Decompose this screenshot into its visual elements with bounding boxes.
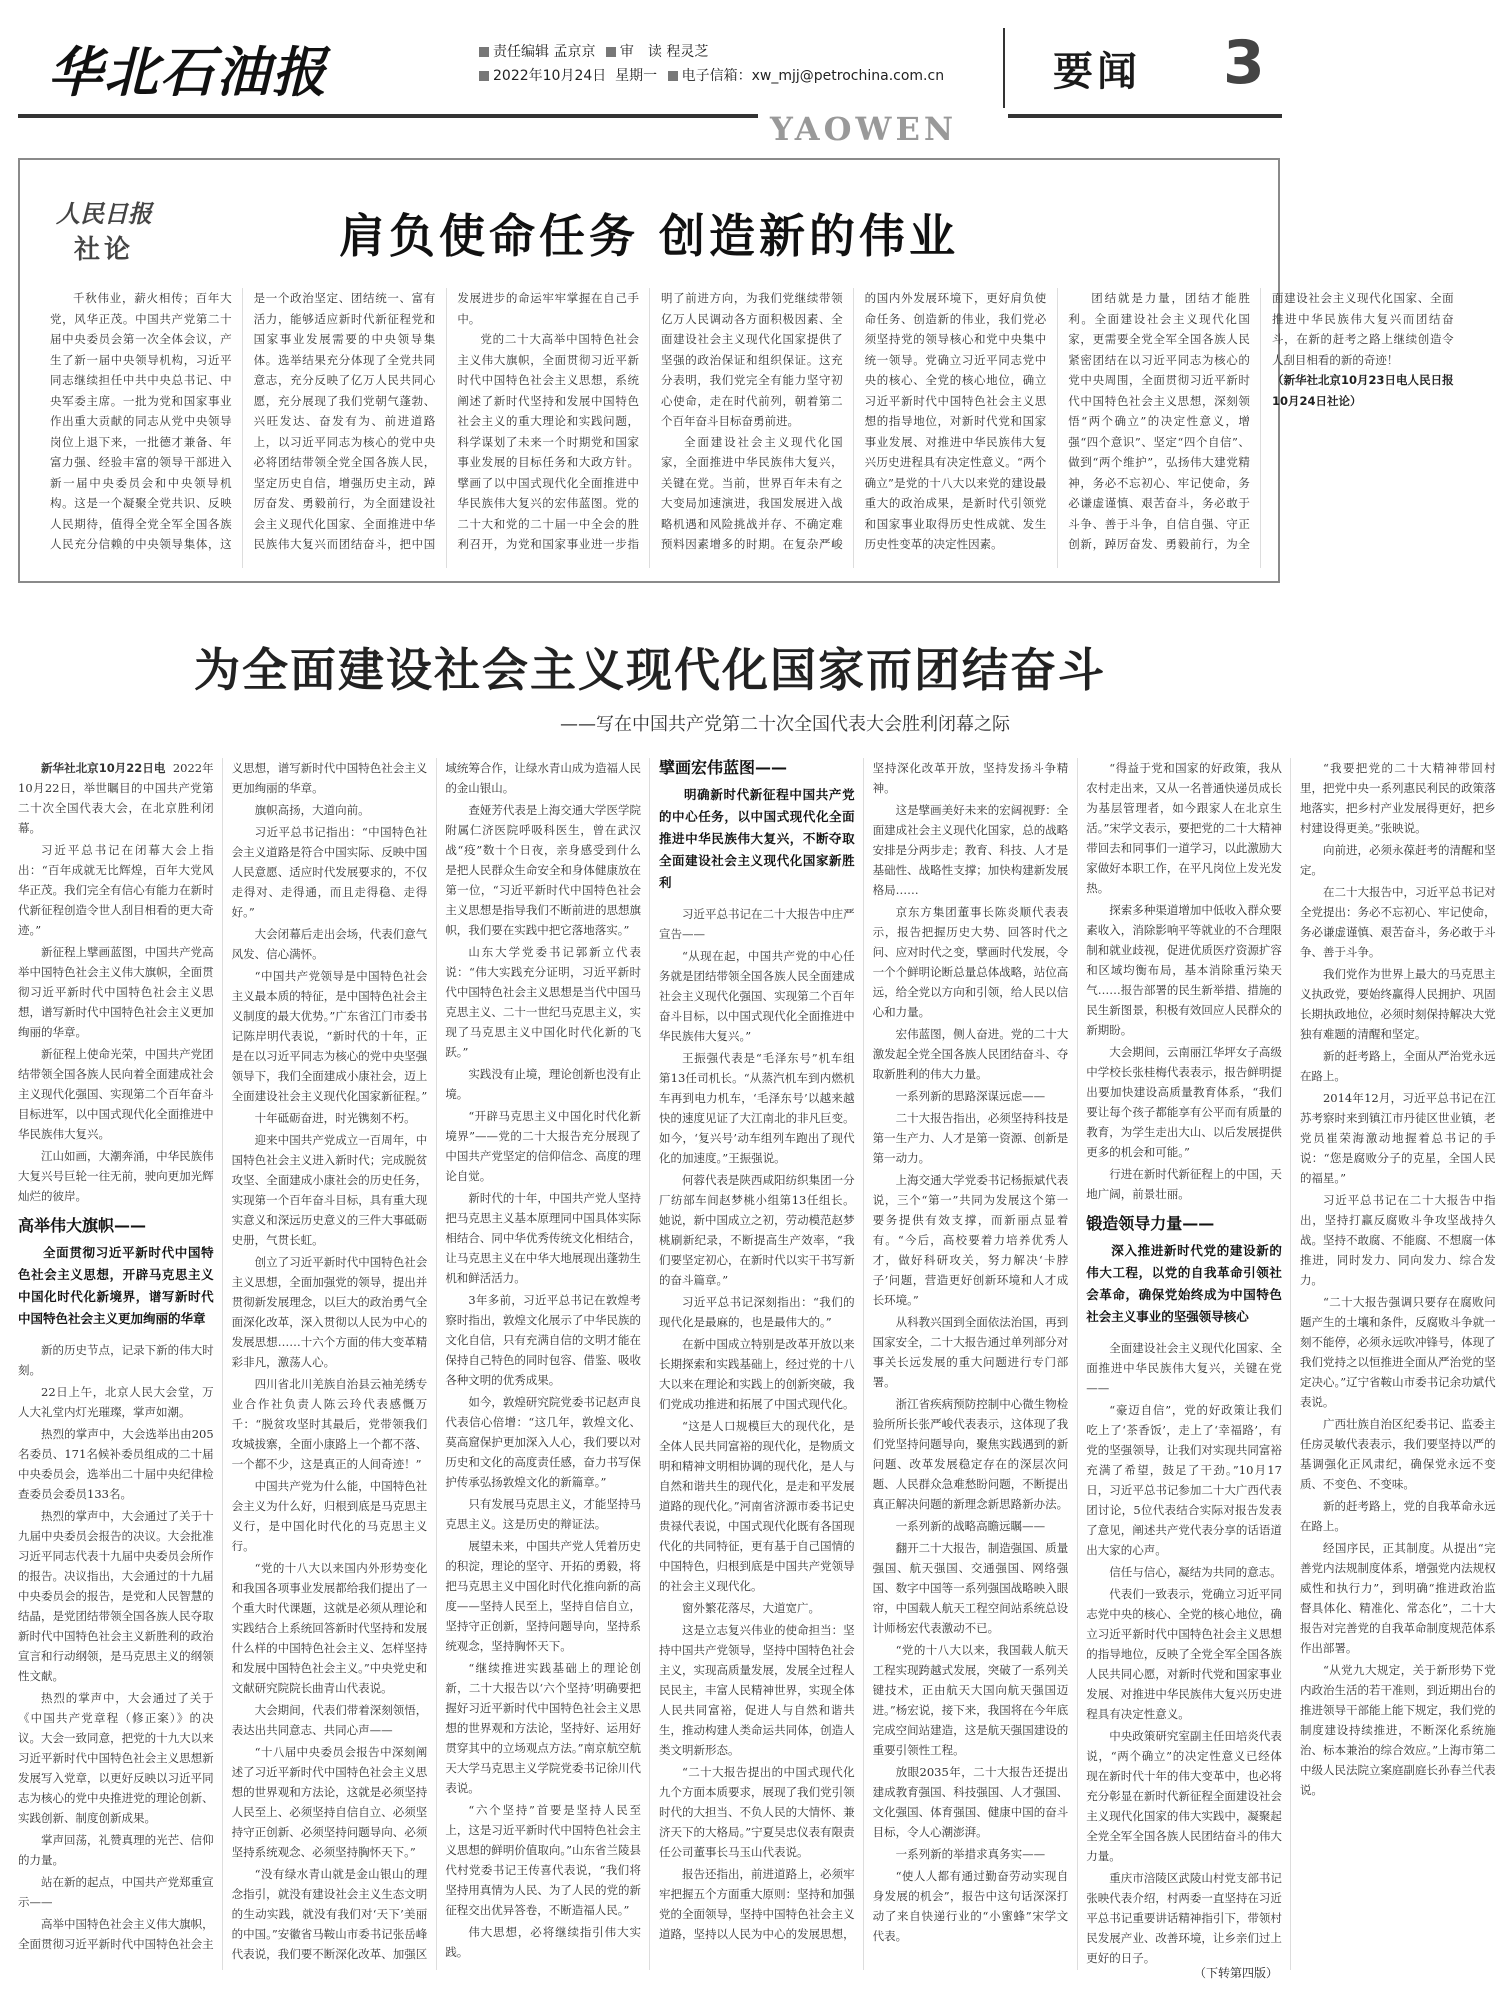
article-paragraph: 一系列新的思路深谋远虑—— — [895, 1089, 1046, 1103]
article-paragraph: 2014年12月，习近平总书记在江苏考察时来到镇江市丹徒区世业镇，老党员崔荣海激动地握着总书记的手说：“您是腐败分子的克星，全国人民的福星。” — [1299, 1091, 1496, 1185]
article-paragraph: 站在新的起点，中国共产党郑重宣示—— — [18, 1875, 214, 1909]
article-lead — [18, 758, 214, 838]
article-paragraph: “得益于党和国家的好政策，我从农村走出来，又从一名普通快递员成长为基层管理者，如今跟家人在北京生活。”宋学文表示，要把党的二十大精神带回去和同事们一道学习，以此激励大家做好本职工作，在平凡岗位上发光发热。 — [1086, 761, 1282, 895]
article-paragraph: 3年多前，习近平总书记在敦煌考察时指出，敦煌文化展示了中华民族的文化自信，只有充满自信的文明才能在保持自己特色的同时包容、借鉴、吸收各种文明的优秀成果。 — [445, 1293, 641, 1387]
article-paragraph: 我们党作为世界上最大的马克思主义执政党，要始终赢得人民拥护、巩固长期执政地位，必须时刻保持解决大党独有难题的清醒和坚定。 — [1299, 967, 1496, 1041]
article-paragraph: 大会期间，云南丽江华坪女子高级中学校长张桂梅代表表示，报告鲜明提出要加快建设高质量教育体系，“我们要让每个孩子都能享有公平而有质量的教育，为学生走出大山、以后发展提供更多的机会和可能。” — [1086, 1045, 1282, 1159]
article-paragraph: 上海交通大学党委书记杨振斌代表说，三个“第一”共同为发展这个第一要务提供有效支撑，而新丽点显着有。“今后，高校要着力培养优秀人才，做好科研攻关，努力解决‘卡脖子’问题，营造更好创新环境和人才成长环境。” — [872, 1173, 1069, 1307]
article-paragraph: 习近平总书记在二十大报告中庄严宣告—— — [658, 907, 855, 941]
email-label: 电子信箱： — [681, 68, 752, 84]
editorial-title: 肩负使命任务 创造新的伟业 — [338, 209, 959, 263]
article-paragraph: 二十大报告指出，必须坚持科技是第一生产力、人才是第一资源、创新是第一动力。 — [872, 1111, 1069, 1165]
section-summary: 深入推进新时代党的建设新的伟大工程，以党的自我革命引领社会革命，确保党始终成为中国特色社会主义事业的坚强领导核心 — [1086, 1243, 1282, 1324]
article-paragraph: 十年砥砺奋进，时光镌刻不朽。 — [254, 1111, 416, 1125]
article-paragraph: 山东大学党委书记郭新立代表说：“伟大实践充分证明，习近平新时代中国特色社会主义思想是当代中国马克思主义、二十一世纪马克思主义，实现了马克思主义中国化时代化新的飞跃。” — [445, 945, 641, 1059]
article-paragraph: 习近平总书记在闭幕大会上指出：“百年成就无比辉煌，百年大党风华正茂。我们完全有信心有能力在新时代新征程创造令世人刮目相看的更大奇迹。” — [18, 843, 214, 937]
article-paragraph: 习近平总书记深刻指出：“我们的现代化是最麻的，也是最伟大的。” — [658, 1295, 855, 1329]
article-paragraph: 实践没有止境，理论创新也没有止境。 — [445, 1067, 641, 1101]
article-paragraph: 如今，敦煌研究院党委书记赵声良代表信心倍增：“这几年，敦煌文化、莫高窟保护更加深入人心，我们要以对历史和文化的高度责任感，奋力书写保护传承弘扬敦煌文化的新篇章。” — [445, 1395, 641, 1489]
article-paragraph: 四川省北川羌族自治县云袖羌绣专业合作社负责人陈云玲代表感慨万千：“脱贫攻坚时其最后，党带领我们攻城拔寨，全面小康路上一个都不落、一个都不少，这是真正的人间奇迹！” — [231, 1377, 428, 1471]
article-paragraph: “二十大报告提出的中国式现代化九个方面本质要求，展现了我们党引领时代的大担当、不负人民的大情怀、兼济天下的大格局。”宁夏吴忠仪表有限责任公司董事长马玉山代表说。 — [658, 1765, 855, 1859]
masthead-meta — [473, 40, 944, 88]
article-paragraph: 只有发展马克思主义，才能坚持马克思主义。这是历史的辩证法。 — [445, 1497, 641, 1531]
responsible-editor-label: 责任编辑 — [493, 44, 549, 60]
editorial-box — [18, 158, 1454, 583]
page-number: 3 — [1223, 28, 1265, 98]
editorial-source: （新华社北京10月23日电人民日报10月24日社论） — [1271, 373, 1454, 408]
editorial-paragraph: 团结就是力量，团结才能胜利。全面建设社会主义现代化国家，更需要全党全军全国各族人民紧密团结在以习近平同志为核心的党中央周围，全面贯彻习近平新时代中国特色社会主义思想，深刻领悟“两个确立”的决定性意义，增强“四个意识”、坚定“四个自信”、做到“两个维护”，弘扬伟大建党精神，务必不忘初心、牢记使命，务必谦虚谨慎、艰苦奋斗，务必敢于斗争、善于斗争，自信自强、守正创新，踔厉奋发、勇毅前行，为全面建设社会主义现代化国家、全面推进中华民族伟大复兴而团结奋斗，在新的赶考之路上继续创造令人刮目相看的新的奇迹！ — [1068, 291, 1454, 551]
article-paragraph: 这是擘画美好未来的宏阔视野：全面建成社会主义现代化国家，总的战略安排是分两步走；教育、科技、人才是基础性、战略性支撑；加快构建新发展格局…… — [872, 803, 1069, 897]
section-pinyin: YAOWEN — [770, 110, 958, 148]
article-paragraph: 22日上午，北京人民大会堂，万人大礼堂内灯光璀璨，掌声如潮。 — [18, 1385, 214, 1419]
article-paragraph: 迎来中国共产党成立一百周年，中国特色社会主义进入新时代；完成脱贫攻坚、全面建成小康社会的历史任务，实现第一个百年奋斗目标，具有重大现实意义和深远历史意义的三件大事砥砺史册，气贯长虹。 — [231, 1133, 428, 1247]
newspaper-logo: 华北石油报 — [48, 40, 328, 104]
article-paragraph: 中国共产党为什么能，中国特色社会主义为什么好，归根到底是马克思主义行，是中国化时代化的马克思主义行。 — [231, 1479, 428, 1553]
article-paragraph: 窗外繁花落尽，大道宽广。 — [681, 1601, 820, 1615]
masthead — [18, 18, 1282, 148]
editorial-paragraph: 党的二十大高举中国特色社会主义伟大旗帜，全面贯彻习近平新时代中国特色社会主义思想，系统阐述了新时代坚持和发展中国特色社会主义的重大理论和实践问题，科学谋划了未来一个时期党和国家事业发展的目标任务和大政方针。擘画了以中国式现代化全面推进中华民族伟大复兴的宏伟蓝图。党的二十大和党的二十届一中全会的胜利召开，为党和国家事业进一步指明了前进方向，为我们党继续带领亿万人民调动各方面积极因素、全面建设社会主义现代化国家提供了坚强的政治保证和组织保证。这充分表明，我们党完全有能力坚守初心使命，走在时代前列，朝着第二个百年奋斗目标奋勇前进。 — [457, 291, 843, 551]
article-paragraph: 一系列新的战略高瞻远瞩—— — [895, 1519, 1046, 1533]
article-paragraph: 展望未来，中国共产党人凭着历史的积淀，理论的坚守、开拓的勇毅，将把马克思主义中国化时代化推向新的高度——坚持人民至上，坚持自信自立，坚持守正创新，坚持问题导向，坚持系统观念，坚持胸怀天下。 — [445, 1539, 641, 1653]
square-bullet-icon — [479, 71, 489, 81]
article-paragraph: 查娅芳代表是上海交通大学医学院附属仁济医院呼吸科医生，曾在武汉战“疫”数十个日夜，亲身感受到什么是把人民群众生命安全和身体健康放在第一位，“习近平新时代中国特色社会主义思想是指导我们不断前进的思想旗帜，我们要在实践中把它落地落实。” — [445, 803, 641, 937]
article-paragraph: 掌声回荡，礼赞真理的光芒、信仰的力量。 — [18, 1833, 214, 1867]
square-bullet-icon — [606, 47, 616, 57]
article-paragraph: 这是立志复兴伟业的使命担当：坚持中国共产党领导，坚持中国特色社会主义，实现高质量发展，发展全过程人民民主，丰富人民精神世界，实现全体人民共同富裕，促进人与自然和谐共生，推动构建人类命运共同体，创造人类文明新形态。 — [658, 1623, 855, 1757]
article-paragraph: 浙江省疾病预防控制中心微生物检验所所长张严峻代表表示，这体现了我们党坚持问题导向，聚焦实践遇到的新问题、改革发展稳定存在的深层次问题、人民群众急难愁盼问题，不断提出真正解决问题的新理念新思路新办法。 — [872, 1397, 1069, 1511]
article-title: 为全面建设社会主义现代化国家而团结奋斗 — [194, 643, 1106, 697]
masthead-divider — [1003, 28, 1005, 108]
article-paragraph: 江山如画，大潮奔涌，中华民族伟大复兴号巨轮一往无前，驶向更加光辉灿烂的彼岸。 — [18, 1149, 214, 1203]
article-paragraph: 新征程上使命光荣，中国共产党团结带领全国各族人民向着全面建成社会主义现代化强国、实现第二个百年奋斗目标进军，以中国式现代化全面推进中华民族伟大复兴。 — [18, 1047, 214, 1141]
masthead-rule-left — [18, 114, 758, 118]
article-paragraph: “这是人口规模巨大的现代化，是全体人民共同富裕的现代化，是物质文明和精神文明相协调的现代化，是人与自然和谐共生的现代化，是走和平发展道路的现代化。”河南省济源市委书记史贵禄代表说，中国式现代化既有各国现代化的共同特征，更有基于自己国情的中国特色，归根到底是中国共产党领导的社会主义现代化。 — [658, 1419, 855, 1593]
section-title: 要闻 — [1053, 49, 1141, 95]
article-paragraph: 新时代的十年，中国共产党人坚持把马克思主义基本原理同中国具体实际相结合、同中华优秀传统文化相结合，让马克思主义在中华大地展现出蓬勃生机和鲜活活力。 — [445, 1191, 641, 1285]
review-name: 程灵芝 — [666, 44, 709, 60]
article-paragraph: 一系列新的举措求真务实—— — [895, 1847, 1046, 1861]
section-heading: 高举伟大旗帜—— — [18, 1216, 147, 1235]
article-paragraph: 伟大思想，必将继续指引伟大实践。 — [445, 1925, 641, 1959]
article-paragraph: 新的历史节点，记录下新的伟大时刻。 — [18, 1343, 214, 1377]
article-paragraph: 行进在新时代新征程上的中国，天地广阔，前景壮丽。 — [1086, 1167, 1282, 1201]
article-paragraph: 京东方集团董事长陈炎顺代表表示，报告把握历史大势、回答时代之问、应对时代之变，擘画时代发展，令一个个鲜明论断总量总体战略，站位高远，给全党以方向和引领，给人民以信心和力量。 — [872, 905, 1069, 1019]
article-paragraph: 大会闭幕后走出会场，代表们意气风发、信心满怀。 — [231, 927, 428, 961]
editorial-body — [50, 288, 1454, 568]
article-paragraph: 热烈的掌声中，大会选举出由205名委员、171名候补委员组成的二十届中央委员会，选举出二十届中央纪律检查委员会委员133名。 — [18, 1427, 214, 1501]
issue-weekday: 星期一 — [615, 68, 658, 84]
article-paragraph: “豪迈自信”，党的好政策让我们吃上了‘茶香饭’，走上了‘幸福路’，有党的坚强领导，让我们对实现共同富裕充满了希望，鼓足了干劲。”10月17日，习近平总书记参加二十大广西代表团讨论，5位代表结合实际对报告发表了意见，阐述共产党代表分享的话语道出大家的心声。 — [1086, 1403, 1282, 1557]
article-paragraph: 全面建设社会主义现代化国家、全面推进中华民族伟大复兴，关键在党—— — [1086, 1341, 1282, 1395]
article-paragraph: 在新中国成立特别是改革开放以来长期探索和实践基础上，经过党的十八大以来在理论和实践上的创新突破，我们党成功推进和拓展了中国式现代化。 — [658, 1337, 855, 1411]
article-paragraph: “党的十八大以来国内外形势变化和我国各项事业发展都给我们提出了一个重大时代课题，这就是必须从理论和实践结合上系统回答新时代坚持和发展什么样的中国特色社会主义、怎样坚持和发展中国特色社会主义。”中央党史和文献研究院院长曲青山代表说。 — [231, 1561, 428, 1695]
article-paragraph: 何蓉代表是陕西咸阳纺织集团一分厂纺部车间赵梦桃小组第13任组长。她说，新中国成立之初，劳动模范赵梦桃刷新纪录，不断提高生产效率，“我们要坚定初心，在新时代以实干书写新的奋斗篇章。” — [658, 1173, 855, 1287]
article-paragraph: 王振强代表是“毛泽东号”机车组第13任司机长。“从蒸汽机车到内燃机车再到电力机车，‘毛泽东号’以越来越快的速度见证了大江南北的非凡巨变。如今，‘复兴号’动车组列车跑出了现代化的加速度。”王振强说。 — [658, 1051, 855, 1165]
masthead-rule-right — [1008, 114, 1282, 118]
article-paragraph: 旗帜高扬，大道向前。 — [254, 803, 370, 817]
article-paragraph: 宏伟蓝图，侧人奋进。党的二十大激发起全党全国各族人民团结奋斗、夺取新胜利的伟大力量。 — [872, 1027, 1069, 1081]
editorial-logo-label: 社论 — [74, 235, 135, 265]
article-paragraph: “开辟马克思主义中国化时代化新境界”——党的二十大报告充分展现了中国共产党坚定的信仰信念、高度的理论自觉。 — [445, 1109, 641, 1183]
article-paragraph: “我要把党的二十大精神带回村里，把党中央一系列惠民利民的政策落地落实，把乡村产业发展得更好，把乡村建设得更美。”张映说。 — [1299, 761, 1496, 835]
article-paragraph: “继续推进实践基础上的理论创新，二十大报告以‘六个坚持’明确要把握好习近平新时代中国特色社会主义思想的世界观和方法论，坚持好、运用好贯穿其中的立场观点方法。”南京航空航天大学马克思主义学院党委书记徐川代表说。 — [445, 1661, 641, 1795]
article-paragraph: 信任与信心，凝结为共同的意志。 — [1109, 1565, 1282, 1579]
article-paragraph: 放眼2035年，二十大报告还提出建成教育强国、科技强国、人才强国、文化强国、体育强国、健康中国的奋斗目标，令人心潮澎湃。 — [872, 1765, 1069, 1839]
email-address[interactable]: xw_mjj@petrochina.com.cn — [751, 68, 945, 84]
article-paragraph: 习近平总书记指出：“中国特色社会主义道路是符合中国实际、反映中国人民意愿、适应时代发展要求的，不仅走得对、走得通，而且走得稳、走得好。” — [231, 825, 428, 919]
article-paragraph: 热烈的掌声中，大会通过了关于《中国共产党章程（修正案）》的决议。大会一致同意，把党的十九大以来习近平新时代中国特色社会主义思想新发展写入党章，以更好反映以习近平同志为核心的党中央推进党的理论创新、实践创新、制度创新成果。 — [18, 1691, 214, 1825]
issue-date: 2022年10月24日 — [493, 68, 607, 84]
section-heading: 锻造领导力量—— — [1086, 1214, 1215, 1233]
article-paragraph: “从党九大规定，关于新形势下党内政治生活的若干准则，到近期出台的推进领导干部能上能下规定，我们党的制度建设持续推进，不断深化系统施治、标本兼治的综合效应。”上海市第二中级人民法院立案庭副庭长孙春兰代表说。 — [1299, 1663, 1496, 1797]
article-paragraph: “十八届中央委员会报告中深刻阐述了习近平新时代中国特色社会主义思想的世界观和方法论，这就是必须坚持人民至上、必须坚持自信自立、必须坚持守正创新、必须坚持问题导向、必须坚持系统观念、必须坚持胸怀天下。” — [231, 1745, 428, 1859]
article-paragraph: 探索多种渠道增加中低收入群众要素收入，消除影响平等就业的不合理限制和就业歧视，促进优质医疗资源扩容和区域均衡布局，基本消除重污染天气……报告部署的民生新举措、措施的民生新图景，积极有效回应人民群众的新期盼。 — [1086, 903, 1282, 1037]
article-paragraph: 代表们一致表示，党确立习近平同志党中央的核心、全党的核心地位，确立习近平新时代中国特色社会主义思想的指导地位，反映了全党全军全国各族人民共同心愿，对新时代党和国家事业发展、对推进中华民族伟大复兴历史进程具有决定性意义。 — [1086, 1587, 1282, 1721]
article-paragraph: 习近平总书记在二十大报告中指出，坚持打赢反腐败斗争攻坚战持久战。坚持不敢腐、不能腐、不想腐一体推进，同时发力、同向发力、综合发力。 — [1299, 1193, 1496, 1287]
article-paragraph: “使人人都有通过勤奋劳动实现自身发展的机会”，报告中这句话深深打动了来自快递行业的“小蜜蜂”宋学文代表。 — [872, 1869, 1069, 1943]
article-paragraph: 新的赶考路上，全面从严治党永远在路上。 — [1299, 1049, 1496, 1083]
article-paragraph: 在二十大报告中，习近平总书记对全党提出：务必不忘初心、牢记使命，务必谦虚谨慎、艰苦奋斗，务必敢于斗争、善于斗争。 — [1299, 885, 1496, 959]
article-paragraph: 高举中国特色社会主义伟大旗帜，全面贯彻习近平新时代中国特色社会主义思想，谱写新时代中国特色社会主义更加绚丽的华章。 — [18, 761, 428, 1951]
lead-text: 2022年10月22日，举世瞩目的中国共产党第二十次全国代表大会，在北京胜利闭幕。 — [18, 761, 214, 835]
section-heading: 擘画宏伟蓝图—— — [658, 758, 787, 777]
article-paragraph: 翻开二十大报告，制造强国、质量强国、航天强国、交通强国、网络强国、数字中国等一系列强国战略映入眼帘，中国载人航天工程空间站系统总设计师杨宏代表激动不已。 — [872, 1541, 1069, 1635]
article-paragraph: “党的十八大以来，我国载人航天工程实现跨越式发展，突破了一系列关键技术，正由航天大国向航天强国迈进。”杨宏说，接下来，我国将在今年底完成空间站建造，这是航天强国建设的重要引领性工程。 — [872, 1643, 1069, 1757]
article-paragraph: 大会期间，代表们带着深刻领悟，表达出共同意志、共同心声—— — [231, 1703, 428, 1737]
article-paragraph: 新征程上擘画蓝图，中国共产党高举中国特色社会主义伟大旗帜，全面贯彻习近平新时代中国特色社会主义思想，谱写新时代中国特色社会主义更加绚丽的华章。 — [18, 945, 214, 1039]
article-paragraph: “二十大报告强调只要存在腐败问题产生的土壤和条件，反腐败斗争就一刻不能停，必须永远吹冲锋号，体现了我们党持之以恒推进全面从严治党的坚定决心。”辽宁省鞍山市委书记余功斌代表说。 — [1299, 1295, 1496, 1409]
article-paragraph: 从科教兴国到全面依法治国，再到国家安全，二十大报告通过单列部分对事关长远发展的重大问题进行专门部署。 — [872, 1315, 1069, 1389]
square-bullet-icon — [479, 47, 489, 57]
article-body — [18, 758, 1496, 1970]
editorial-paragraph: 全面建设社会主义现代化国家，全面推进中华民族伟大复兴，关键在党。当前，世界百年未有之大变局加速演进，我国发展进入战略机遇和风险挑战并存、不确定难预料因素增多的时期。在复杂严峻的国内外发展环境下，更好肩负使命任务、创造新的伟业，我们党必须坚持党的领导核心和党中央集中统一领导。党确立习近平同志党中央的核心、全党的核心地位，确立习近平新时代中国特色社会主义思想的指导地位，对新时代党和国家事业发展、对推进中华民族伟大复兴历史进程具有决定性意义。“两个确立”是党的十八大以来党的建设最重大的政治成果，是新时代引领党和国家事业取得历史性成就、发生历史性变革的决定性因素。 — [660, 291, 1047, 551]
editorial-paragraph: 千秋伟业，薪火相传；百年大党，风华正茂。中国共产党第二十届中央委员会第一次全体会议，产生了新一届中央领导机构，习近平同志继续担任中共中央总书记、中央军委主席。一批为党和国家事业作出重大贡献的同志从党中央领导岗位上退下来，一批德才兼备、年富力强、经验丰富的领导干部进入新一届中央委员会和中央领导机构。这是一个凝聚全党共识、反映人民期待，值得全党全军全国各族人民充分信赖的中央领导集体，这是一个政治坚定、团结统一、富有活力，能够适应新时代新征程党和国家事业发展需要的中央领导集体。选举结果充分体现了全党共同意志，充分反映了亿万人民共同心愿，充分展现了我们党朝气蓬勃、兴旺发达、奋发有为、前进道路上，以习近平同志为核心的党中央必将团结带领全党全国各族人民，坚定历史自信，增强历史主动，踔厉奋发、勇毅前行，为全面建设社会主义现代化国家、全面推进中华民族伟大复兴而团结奋斗，把中国发展进步的命运牢牢掌握在自己手中。 — [50, 291, 639, 551]
review-label: 审 读 — [619, 44, 662, 60]
section-summary: 明确新时代新征程中国共产党的中心任务，以中国式现代化全面推进中华民族伟大复兴，不断夺取全面建设社会主义现代化国家新胜利 — [658, 787, 855, 890]
article-paragraph: 广西壮族自治区纪委书记、监委主任房灵敏代表表示，我们要坚持以严的基调强化正风肃纪，确保党永远不变质、不变色、不变味。 — [1299, 1417, 1496, 1491]
article-paragraph: 向前进，必须永葆赶考的清醒和坚定。 — [1299, 843, 1496, 877]
article-paragraph: 创立了习近平新时代中国特色社会主义思想，全面加强党的领导，提出并贯彻新发展理念，以巨大的政治勇气全面深化改革，深入贯彻以人民为中心的发展思想……十六个方面的伟大变革精彩非凡，激荡人心。 — [231, 1255, 428, 1369]
responsible-editor-name: 孟京京 — [553, 44, 596, 60]
article-subtitle: ——写在中国共产党第二十次全国代表大会胜利闭幕之际 — [560, 714, 1010, 735]
article-paragraph: “中国共产党领导是中国特色社会主义最本质的特征，是中国特色社会主义制度的最大优势。”广东省江门市委书记陈岸明代表说，“新时代的十年，正是在以习近平同志为核心的党中央坚强领导下，我们全面建成小康社会，迈上全面建设社会主义现代化国家新征程。” — [231, 969, 428, 1103]
article-paragraph: “从现在起，中国共产党的中心任务就是团结带领全国各族人民全面建成社会主义现代化强国、实现第二个百年奋斗目标，以中国式现代化全面推进中华民族伟大复兴。” — [658, 949, 855, 1043]
section-summary: 全面贯彻习近平新时代中国特色社会主义思想，开辟马克思主义中国化时代化新境界，谱写新时代中国特色社会主义更加绚丽的华章 — [18, 1245, 214, 1326]
article-paragraph: 报告还指出，前进道路上，必须牢牢把握五个方面重大原则：坚持和加强党的全面领导，坚持中国特色社会主义道路，坚持以人民为中心的发展思想，坚持深化改革开放，坚持发扬斗争精神。 — [658, 761, 1069, 1941]
section-box — [1013, 26, 1283, 104]
editors-line — [473, 40, 944, 64]
article-paragraph: “六个坚持”首要是坚持人民至上，这是习近平新时代中国特色社会主义思想的鲜明价值取向。”山东省兰陵县代村党委书记王传喜代表说，“我们将坚持用真情为人民、为了人民的党的新征程交出优异答卷，不断造福人民。” — [445, 1803, 641, 1917]
article-dateline: 新华社北京10月22日电 — [41, 761, 166, 775]
article-paragraph: 经国序民，正其制度。从提出“完善党内法规制度体系，增强党内法规权威性和执行力”，到明确“推进政治监督具体化、精准化、常态化”，二十大报告对完善党的自我革命制度规范体系作出部署。 — [1299, 1541, 1496, 1655]
article-paragraph: 重庆市涪陵区武陵山村党支部书记张映代表介绍，村两委一直坚持在习近平总书记重要讲话精神指引下，带领村民发展产业、改善环境，让乡亲们过上更好的日子。 — [1086, 1871, 1282, 1965]
editorial-logo-source: 人民日报 — [56, 199, 152, 228]
article-paragraph: 新的赶考路上，党的自我革命永远在路上。 — [1299, 1499, 1496, 1533]
article-paragraph: 热烈的掌声中，大会通过了关于十九届中央委员会报告的决议。大会批准习近平同志代表十九届中央委员会所作的报告。决议指出，大会通过的十九届中央委员会的报告，是党和人民智慧的结晶，是党团结带领全国各族人民夺取新时代中国特色社会主义新胜利的政治宣言和行动纲领，是马克思主义的纲领性文献。 — [18, 1509, 214, 1683]
date-line — [473, 64, 944, 88]
article-paragraph: “没有绿水青山就是金山银山的理念指引，就没有建设社会主义生态文明的生动实践，就没有我们对‘天下’美丽的中国。”安徽省马鞍山市委书记张岳峰代表说，我们要不断深化改革、加强区域统筹合作，让绿水青山成为造福人民的金山银山。 — [231, 761, 641, 1961]
continued-note: （下转第四版） — [1193, 1966, 1278, 1980]
article-paragraph: 中央政策研究室副主任田培炎代表说，“两个确立”的决定性意义已经体现在新时代十年的伟大变革中，也必将充分彰显在新时代新征程全面建设社会主义现代化国家的伟大实践中，凝聚起全党全军全国各族人民团结奋斗的伟大力量。 — [1086, 1729, 1282, 1863]
square-bullet-icon — [668, 71, 678, 81]
